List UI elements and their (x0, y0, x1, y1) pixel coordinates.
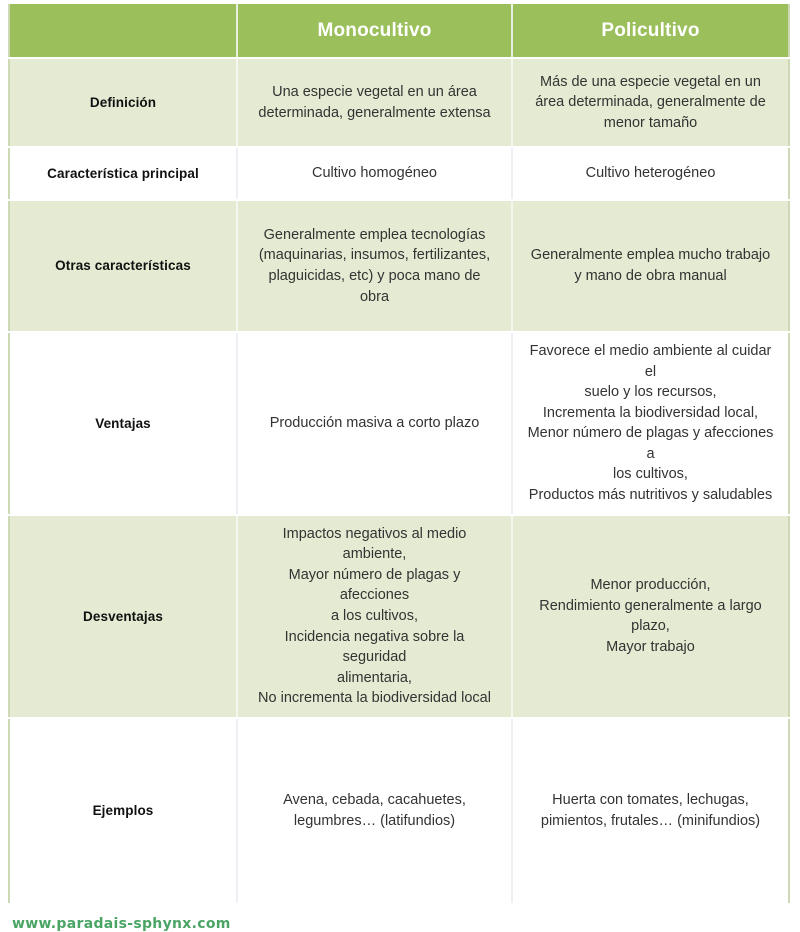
cell-ventajas-policultivo (512, 332, 789, 515)
cell-desventajas-policultivo-lines: Menor producción, Rendimiento generalmente a largo plazo, Mayor trabajo (539, 577, 762, 655)
row-label-ventajas: Ventajas (9, 332, 237, 515)
row-label-otras-caracteristicas: Otras características (9, 200, 237, 332)
row-label-caracteristica-principal: Característica principal (9, 147, 237, 200)
cell-otras-policultivo: Generalmente emplea mucho trabajo y mano de obra manual (512, 200, 789, 332)
cell-definicion-monocultivo: Una especie vegetal en un área determinada, generalmente extensa (237, 58, 512, 147)
table-row-otras-caracteristicas (9, 200, 789, 332)
table-row-ventajas (9, 332, 789, 515)
cell-desventajas-monocultivo-lines: Impactos negativos al medio ambiente, Mayor número de plagas y afecciones a los cultivos, Incidencia negativa sobre la seguridad alimentaria, No incrementa la biodiversidad local (258, 525, 491, 707)
table-head (9, 4, 789, 58)
table-row-desventajas (9, 515, 789, 718)
row-label-desventajas: Desventajas (9, 515, 237, 718)
cell-desventajas-policultivo (512, 515, 789, 718)
table-body (9, 58, 789, 903)
cell-ejemplos-monocultivo: Avena, cebada, cacahuetes, legumbres… (latifundios) (237, 718, 512, 903)
table-row-definicion (9, 58, 789, 147)
row-label-definicion: Definición (9, 58, 237, 147)
table-header-row (9, 4, 789, 58)
row-label-ejemplos: Ejemplos (9, 718, 237, 903)
table-corner-cell (9, 4, 237, 58)
source-watermark: www.paradais-sphynx.com (12, 915, 231, 932)
cell-ejemplos-policultivo: Huerta con tomates, lechugas, pimientos, frutales… (minifundios) (512, 718, 789, 903)
cell-ventajas-monocultivo: Producción masiva a corto plazo (237, 332, 512, 515)
table-row-ejemplos (9, 718, 789, 903)
cell-desventajas-monocultivo (237, 515, 512, 718)
cell-otras-monocultivo: Generalmente emplea tecnologías (maquinarias, insumos, fertilizantes, plaguicidas, etc) y poca mano de obra (237, 200, 512, 332)
cell-caracteristica-policultivo: Cultivo heterogéneo (512, 147, 789, 200)
cell-definicion-policultivo: Más de una especie vegetal en un área determinada, generalmente de menor tamaño (512, 58, 789, 147)
monocultivo-policultivo-table (8, 4, 790, 903)
column-header-policultivo: Policultivo (512, 4, 789, 58)
table-row-caracteristica-principal (9, 147, 789, 200)
column-header-monocultivo: Monocultivo (237, 4, 512, 58)
cell-ventajas-policultivo-lines: Favorece el medio ambiente al cuidar el suelo y los recursos, Incrementa la biodiversidad local, Menor número de plagas y afecciones a los cultivos, Productos más nutritivos y saludables (527, 343, 774, 504)
cell-caracteristica-monocultivo: Cultivo homogéneo (237, 147, 512, 200)
